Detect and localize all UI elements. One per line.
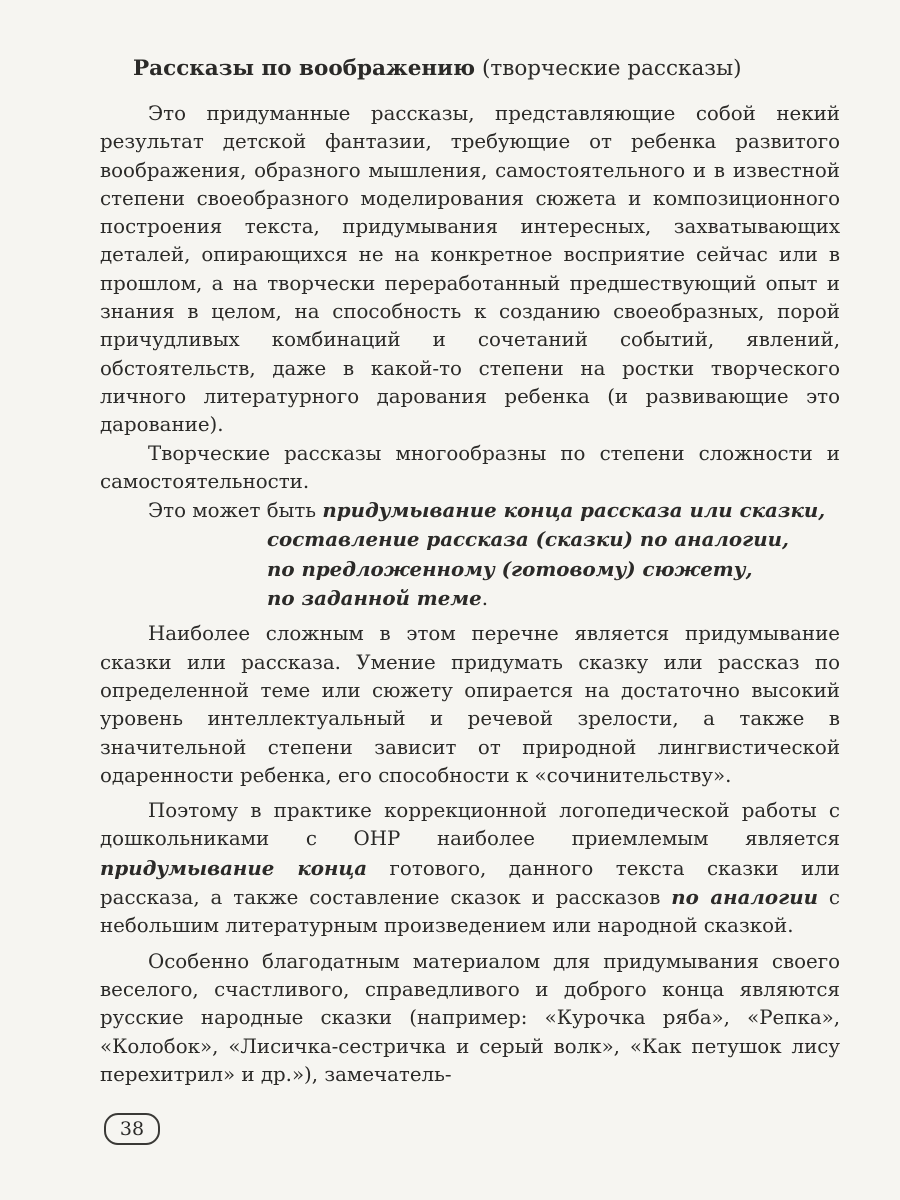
list-item-2: составление рассказа (сказки) по аналогии,	[267, 527, 789, 552]
list-line-4	[100, 584, 840, 613]
paragraph-3: Наиболее сложным в этом перечне является придумывание сказки или рассказа. Умение придумать сказку или рассказ по определенной теме или сюжету опирается на достаточно высокий уровень интеллектуальный и речевой зрелости, а также в значительной степени зависит от природной лингвистической одаренности ребенка, его способности к «сочинительству».	[100, 622, 840, 787]
list-end: .	[481, 587, 488, 611]
section-title-bold: Рассказы по воображению	[133, 56, 476, 81]
paragraph-4-emphasis-1: придумывание конца	[100, 855, 368, 880]
body-text	[100, 100, 840, 1089]
page-number: 38	[104, 1113, 160, 1145]
forms-list	[100, 496, 840, 613]
list-item-1: придумывание конца рассказа или сказки,	[322, 498, 826, 523]
paragraph-1: Это придуманные рассказы, представляющие собой некий результат детской фантазии, требующие от ребенка развитого воображения, образного мышления, самостоятельного и в известной степени своеобразного моделирования сюжета и композиционного построения текста, придумывания интересных, захватывающих деталей, опирающихся не на конкретное восприятие сейчас или в прошлом, а на творчески переработанный предшествующий опыт и знания в целом, на способность к созданию своеобразных, порой причудливых комбинаций и сочетаний событий, явлений, обстоятельств, даже в какой-то степени на ростки творческого личного литературного дарования ребенка (и развивающие это дарование).	[100, 102, 840, 437]
section-title-rest: (творческие рассказы)	[475, 56, 742, 81]
paragraph-4-text-2: готового, данного текста сказки или рассказа, а также составление сказок и рассказов	[100, 856, 840, 910]
paragraph-4-emphasis-2: по аналогии	[671, 885, 818, 910]
list-line-1	[100, 496, 840, 525]
paragraph-4-text-1: Поэтому в практике коррекционной логопедической работы с дошкольниками с ОНР наиболее приемлемым является	[100, 799, 840, 851]
list-line-2	[100, 525, 840, 554]
list-item-4: по заданной теме	[267, 586, 482, 611]
list-intro: Это может быть	[148, 499, 323, 523]
section-title	[133, 54, 833, 84]
paragraph-2: Творческие рассказы многообразны по степени сложности и самостоятельности.	[100, 441, 840, 493]
paragraph-4-text-3: с небольшим литературным произведением или народной сказкой.	[100, 886, 840, 938]
paragraph-5: Особенно благодатным материалом для придумывания своего веселого, счастливого, справедливого и доброго конца являются русские народные сказки (например: «Курочка ряба», «Репка», «Колобок», «Лисичка-сестричка и серый волк», «Как петушок лису перехитрил» и др.»), замечатель-	[100, 949, 840, 1086]
list-item-3: по предложенному (готовому) сюжету,	[267, 556, 753, 581]
paragraph-4	[100, 797, 840, 940]
list-line-3	[100, 555, 840, 584]
